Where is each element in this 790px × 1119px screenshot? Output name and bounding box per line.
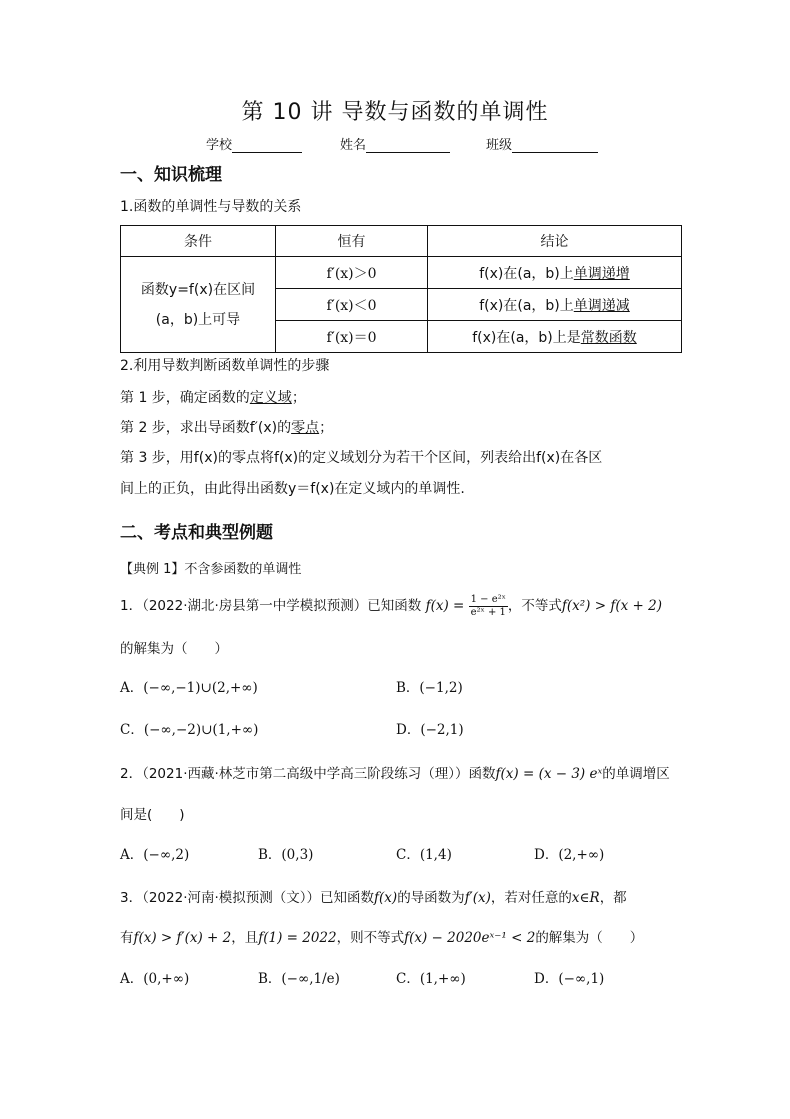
- step-2: [120, 417, 333, 437]
- question-3-line-2-mid: ，且: [231, 930, 259, 946]
- conclusion-constant: [428, 321, 682, 353]
- step-1-underlined: 定义域: [249, 390, 292, 406]
- question-3-option-d[interactable]: D．(−∞,1): [534, 971, 605, 987]
- question-3-option-b[interactable]: B．(−∞,1/e): [258, 971, 340, 987]
- class-field: [486, 134, 598, 153]
- school-field: [206, 134, 302, 153]
- question-2-option-a[interactable]: A．(−∞,2): [120, 847, 190, 863]
- question-3-option-a[interactable]: A．(0,+∞): [120, 971, 190, 987]
- school-blank: [232, 138, 302, 153]
- question-2-post: 的单调增区: [602, 766, 670, 782]
- question-1-option-c[interactable]: C．(−∞,−2)∪(1,+∞): [120, 722, 259, 738]
- conclusion-text: f(x)在(a，b)上是: [472, 329, 581, 346]
- fraction-denominator: e²ˣ + 1: [470, 606, 506, 618]
- question-1-option-b[interactable]: B．(−1,2): [396, 680, 463, 696]
- question-1-option-a[interactable]: A．(−∞,−1)∪(2,+∞): [120, 680, 258, 696]
- step-2-end: ；: [319, 420, 334, 436]
- step-2-text: 第 2 步，求出导函数f′(x)的: [120, 420, 292, 436]
- header-always: 恒有: [276, 226, 428, 257]
- question-3-line-2-pre: 有: [120, 930, 134, 946]
- monotonicity-table: [120, 225, 682, 353]
- derivative-zero: f′(x)＝0: [276, 321, 428, 353]
- example-label: 【典例 1】不含参函数的单调性: [120, 562, 302, 577]
- step-2-underlined: 零点: [291, 420, 320, 436]
- fraction-numerator: 1 − e²ˣ: [470, 593, 506, 605]
- question-1-option-d[interactable]: D．(−2,1): [396, 722, 464, 738]
- name-blank: [366, 138, 450, 153]
- page-title: 第 10 讲 导数与函数的单调性: [241, 100, 549, 125]
- class-label: 班级: [486, 138, 513, 153]
- question-3-fx: f(x): [374, 890, 398, 906]
- header-condition: 条件: [121, 226, 276, 257]
- question-2-line-1: [120, 762, 670, 782]
- step-1: [120, 387, 306, 407]
- table-header-row: [121, 226, 682, 257]
- condition-line-2: (a，b)上可导: [155, 311, 241, 328]
- step-1-end: ；: [291, 390, 306, 406]
- question-2-option-c[interactable]: C．(1,4): [396, 847, 452, 863]
- question-3-mid-1: 的导函数为: [397, 890, 465, 906]
- question-2-option-d[interactable]: D．(2,+∞): [534, 847, 605, 863]
- derivative-negative: f′(x)＜0: [276, 289, 428, 321]
- question-1-stem: 1．（2022·湖北·房县第一中学模拟预测）已知函数: [120, 598, 422, 614]
- question-2-function: f(x) = (x − 3) eˣ: [495, 766, 603, 782]
- header-conclusion: 结论: [428, 226, 682, 257]
- section1-subheading-1: 1.函数的单调性与导数的关系: [120, 199, 302, 215]
- question-3-line-2-post: 的解集为（ ）: [535, 930, 644, 946]
- table-row: [121, 257, 682, 289]
- conclusion-decreasing: [428, 289, 682, 321]
- conclusion-text: f(x)在(a，b)上: [479, 297, 574, 314]
- question-3-domain: x∈R: [571, 890, 600, 906]
- question-3-option-c[interactable]: C．(1,+∞): [396, 971, 466, 987]
- step-3-line-2: 间上的正负，由此得出函数y＝f(x)在定义域内的单调性.: [120, 481, 465, 497]
- step-1-text: 第 1 步，确定函数的: [120, 390, 250, 406]
- section1-subheading-2: 2.利用导数判断函数单调性的步骤: [120, 358, 330, 374]
- section1-heading: 一、知识梳理: [120, 165, 222, 185]
- question-3-inequality: f(x) − 2020eˣ⁻¹ < 2: [404, 930, 536, 946]
- condition-cell: [121, 257, 276, 353]
- question-3-stem: 3．（2022·河南·模拟预测（文））已知函数: [120, 890, 375, 906]
- condition-line-1: 函数y=f(x)在区间: [140, 281, 256, 298]
- step-3-line-1: 第 3 步，用f(x)的零点将f(x)的定义域划分为若干个区间，列表给出f(x)在各区: [120, 450, 603, 466]
- question-3-mid-2: ，若对任意的: [490, 890, 572, 906]
- question-3-line-1: [120, 886, 627, 906]
- conclusion-underlined: 常数函数: [580, 329, 637, 346]
- question-3-condition: f(x) > f′(x) + 2: [133, 930, 232, 946]
- question-3-line-2: [120, 926, 643, 946]
- conclusion-underlined: 单调递增: [573, 265, 630, 282]
- conclusion-text: f(x)在(a，b)上: [479, 265, 574, 282]
- question-1-inequality: f(x²) > f(x + 2): [561, 598, 662, 614]
- class-blank: [512, 138, 598, 153]
- section2-heading: 二、考点和典型例题: [120, 523, 273, 543]
- question-3-line-2-mid-2: ，则不等式: [336, 930, 405, 946]
- name-label: 姓名: [340, 138, 367, 153]
- derivative-positive: f′(x)＞0: [276, 257, 428, 289]
- conclusion-underlined: 单调递减: [573, 297, 630, 314]
- question-3-post: ，都: [599, 890, 627, 906]
- question-2-line-2: 间是( ): [120, 807, 185, 823]
- question-1-function: f(x) =: [425, 598, 465, 614]
- question-1-line-1: [120, 592, 662, 620]
- question-1-fraction: [469, 594, 508, 619]
- question-3-value: f(1) = 2022: [258, 930, 337, 946]
- name-field: [340, 134, 450, 153]
- question-3-derivative: f′(x): [464, 890, 491, 906]
- question-1-line-2: 的解集为（ ）: [120, 641, 228, 657]
- question-2-option-b[interactable]: B．(0,3): [258, 847, 314, 863]
- question-1-mid: ，不等式: [507, 598, 562, 614]
- question-2-stem: 2．（2021·西藏·林芝市第二高级中学高三阶段练习（理））函数: [120, 766, 496, 782]
- school-label: 学校: [206, 138, 233, 153]
- conclusion-increasing: [428, 257, 682, 289]
